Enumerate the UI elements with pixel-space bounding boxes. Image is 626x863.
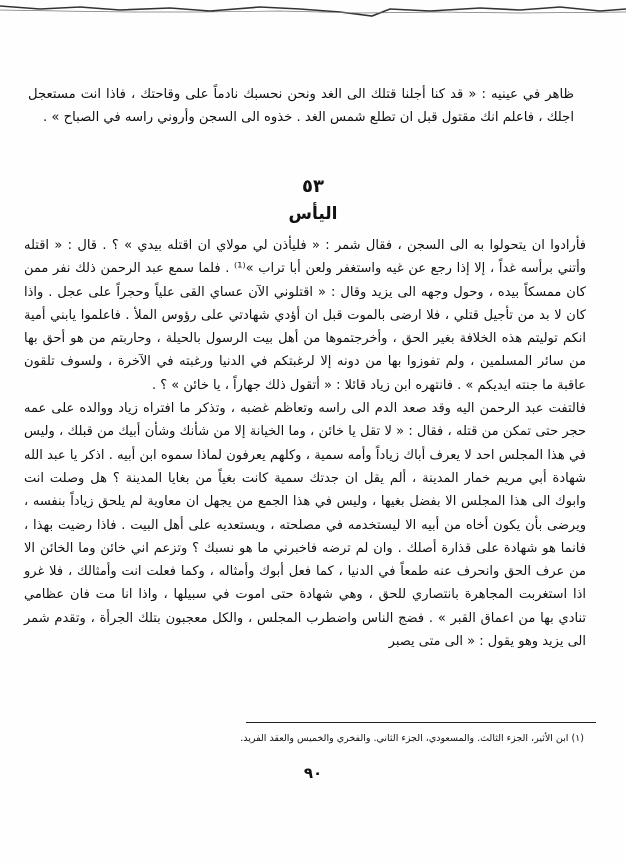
page-number: ٩٠ [303,764,323,782]
footnote-divider [246,722,596,723]
main-paragraph: فأرادوا ان يتحولوا به الى السجن ، فقال شمر : « فليأذن لي مولاي ان اقتله بيدي » ؟ . قال : « اقتله وأتني برأسه غداً ، إلا إذا رجع عن غيه واستغفر ولعن أبا تراب »⁽¹⁾ . فلما سمع عبد الرحمن ذلك نفر ممن كان ممسكاً بيده ، وحول وجهه الى يزيد وقال : « اقتلوني الآن عساي القى علياً وحجراً على عجل . واذا كان لا بد من تأجيل قتلي ، فلا ارضى بالموت قبل ان أؤدي شهادتي على رؤوس الملأ . فاعلموا يابني أمية انكم توليتم هذه الخلافة بغير الحق ، وأخرجتموها من أهل بيت الرسول بالحيلة ، وحاربتم من هو أحق بها من سائر المسلمين ، ولم تفوزوا بها من دونه إلا لرغبتكم في الدنيا ورغبته في الآخرة ، ولسوف تلقون عاقبة ما جنته ايديكم » . فانتهره ابن زياد قائلا : « أتقول ذلك جهاراً ، يا خائن » ؟ . [24,238,586,393]
footnote: (١) ابن الأثير، الجزء الثالث. والمسعودي، الجزء الثاني. والفخري والخميس والعقد الفريد. [240,733,584,744]
top-paragraph: ظاهر في عينيه : « قد كنا أجلنا قتلك الى الغد ونحن نحسبك نادماً على وقاحتك ، فاذا انت مستعجل اجلك ، فاعلم انك مقتول قبل ان تطلع شمس الغد . خذوه الى السجن وأروني راسه في الصباح » . [28,87,574,125]
main-text [24,234,586,653]
section-title: اليأس [288,204,338,224]
main-paragraph: فالتفت عبد الرحمن اليه وقد صعد الدم الى راسه وتعاظم غضبه ، وتذكر ما افتراه زياد ووالده على عمه حجر حتى تمكن من قتله ، فقال : « لا تقل يا خائن ، وما الخيانة إلا من شأنك وشأن أبيك من قبلك ، وليس في هذا المجلس احد لا يعرف أباك زياداً وأمه سمية ، وكلهم يعرفون لماذا سموه ابن أبيه . اذكر يا عبد الله شهادة أبي مريم خمار المدينة ، ألم يقل ان جدتك سمية كانت بغياً من بغايا المدينة ؟ هل وصلت انت وابوك الى هذا المجلس الا بفضل بغيها ، وليس في هذا الجمع من يجهل ان معاوية لم يلحق زياداً بنفسه ، ويرضى بأن يكون أخاه من أبيه الا ليستخدمه في مصلحته ، ويستعديه على أهل البيت . فاذا رضيت بهذا ، فانما هو شهادة على قذارة أصلك . وان لم ترضه فاخبرني ما هو نسبك ؟ وتزعم اني خائن وما الخائن الا من عرف الحق وانحرف عنه طمعاً في الدنيا ، كما فعل أبوك وأمثاله ، وكما فعلت انت وأمثالك ، فلا غرو اذا استغربت المجاهرة بانتصاري للحق ، وهي شهادة حتى اموت في سبيلها ، واذا انا مت فان عظامي تنادي بها من اعماق القبر » . فضج الناس واضطرب المجلس ، والكل معجبون بتلك الجرأة ، وتقدم شمر الى يزيد وهو يقول : « الى متى يصبر [24,401,586,650]
scan-top-edge [0,0,626,22]
section-number: ٥٣ [302,176,324,197]
